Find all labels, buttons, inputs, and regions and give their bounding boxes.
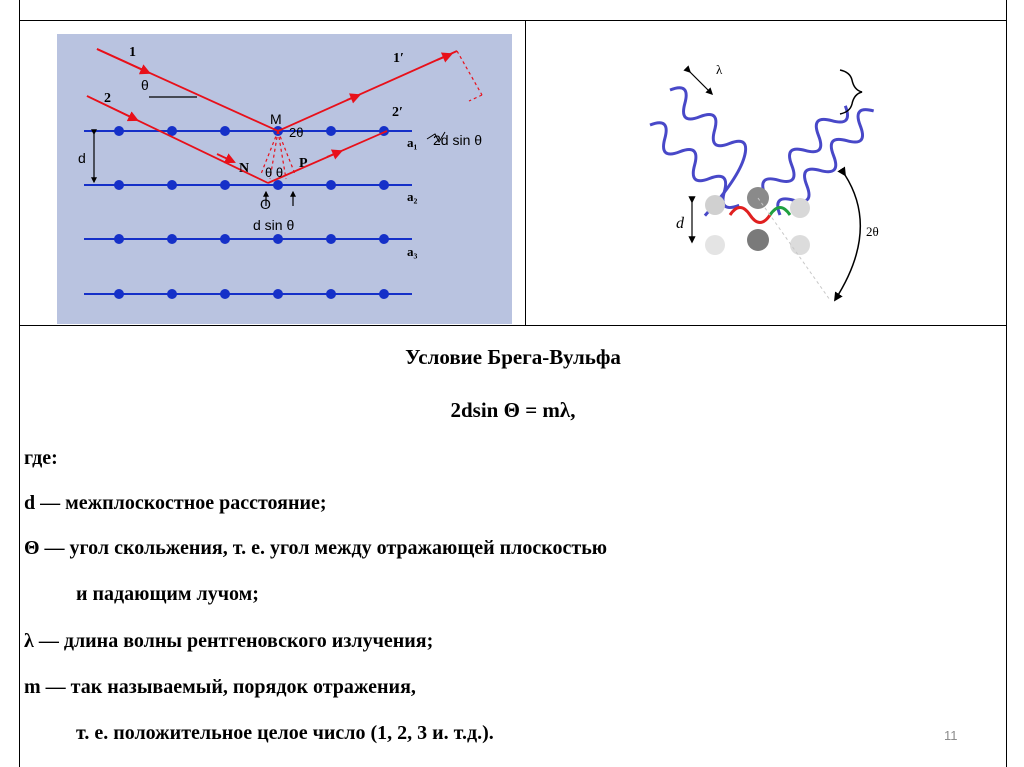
table-top-border <box>19 20 1007 21</box>
page-title: Условие Брега-Вульфа <box>405 345 621 369</box>
two-theta-label: 2θ <box>866 224 879 239</box>
incident-waves <box>630 83 758 216</box>
bragg-formula: 2dsin Θ = mλ, <box>450 398 576 422</box>
d-sin-theta-label: d sin θ <box>253 217 295 233</box>
lambda-arrow <box>690 72 712 94</box>
wave-path-difference <box>730 208 770 223</box>
wavelength-brace <box>840 70 862 114</box>
definition-theta: Θ — угол скольжения, т. е. угол между отражающей плоскостью <box>24 537 608 559</box>
slide-number: 11 <box>944 728 958 743</box>
two-d-sin-theta-label: 2d sin θ <box>433 132 483 148</box>
ray-1-out-label: 1′ <box>393 51 404 66</box>
ray-2-out-label: 2′ <box>392 105 403 120</box>
d-label: d <box>78 150 86 166</box>
point-p-label: P <box>299 156 308 171</box>
ray-1-label: 1 <box>129 45 136 60</box>
point-m-label: M <box>270 111 282 127</box>
diagram-background <box>57 34 512 324</box>
theta-theta-label: θ θ <box>265 165 284 180</box>
table-column-divider <box>525 20 526 325</box>
two-theta-arc <box>835 175 860 300</box>
definition-m: m — так называемый, порядок отражения, <box>24 676 416 698</box>
theta-label: θ <box>141 77 149 93</box>
definition-d: d — межплоскостное расстояние; <box>24 492 327 514</box>
table-row-divider <box>19 325 1007 326</box>
d-label: d <box>676 215 684 232</box>
plane-a3-label: a₃ <box>407 244 418 259</box>
reflected-waves <box>758 99 882 222</box>
definition-m-cont: т. е. положительное целое число (1, 2, 3 и. т.д.). <box>76 722 494 744</box>
two-theta-label: 2θ <box>289 125 304 140</box>
point-o-label: O <box>260 196 271 212</box>
ray-2-label: 2 <box>104 91 111 106</box>
plane-a1-label: a₁ <box>407 135 418 150</box>
bragg-reflection-diagram <box>57 34 512 324</box>
point-n-label: N <box>239 161 250 176</box>
plane-a2-label: a₂ <box>407 189 418 204</box>
definition-lambda: λ — длина волны рентгеновского излучения; <box>24 630 434 652</box>
wave-diffraction-diagram <box>630 30 930 320</box>
definition-theta-cont: и падающим лучом; <box>76 583 259 605</box>
where-label: где: <box>24 447 58 469</box>
lambda-label: λ <box>716 62 723 77</box>
